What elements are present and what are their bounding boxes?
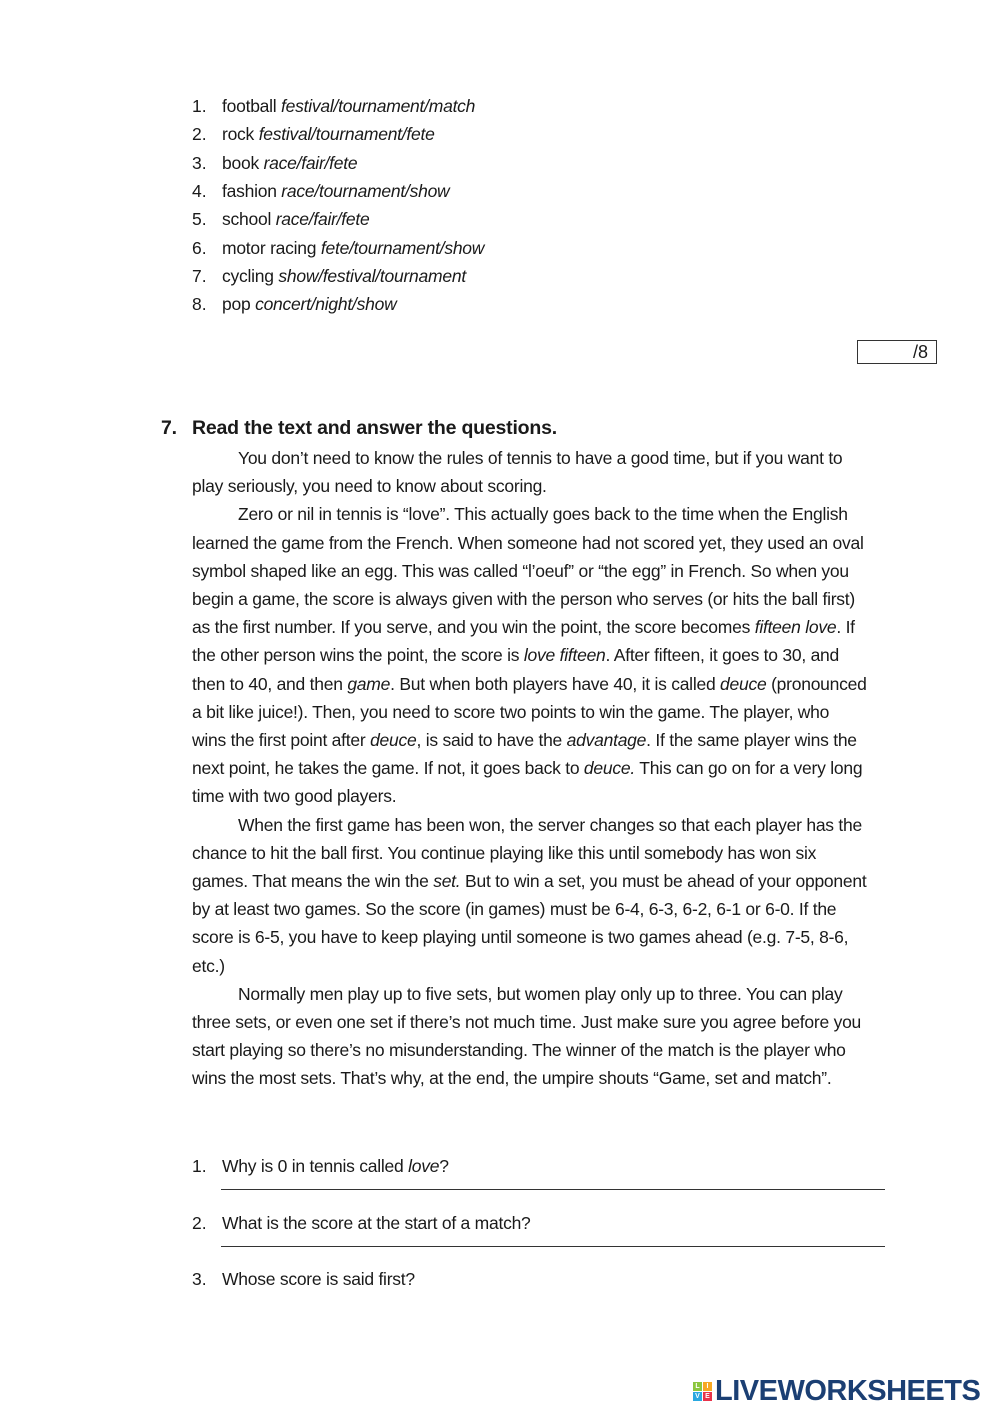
- text-line: [192, 645, 839, 666]
- text-segment: This can go on for a very long: [634, 758, 863, 779]
- text-segment: Why is 0 in tennis called: [222, 1156, 409, 1176]
- text-segment: love fifteen: [523, 645, 606, 666]
- text-segment: learned the game from the French. When someone had not scored yet, they used an oval: [192, 532, 864, 553]
- text-segment: You don’t need to know the rules of tennis to have a good time, but if you want to: [238, 448, 843, 468]
- text-segment: symbol shaped like an egg. This was called “l’oeuf” or “the egg” in French. So when you: [192, 560, 849, 581]
- text-line: [192, 1068, 831, 1089]
- text-line: [192, 899, 836, 920]
- text-segment: festival/tournament/match: [281, 96, 476, 116]
- list-item-number: 4.: [192, 180, 207, 201]
- question-number: 2.: [192, 1212, 207, 1233]
- logo-tile: E: [703, 1392, 712, 1401]
- text-segment: cycling: [222, 265, 279, 286]
- question-text: [222, 1156, 449, 1177]
- text-segment: show/festival/tournament: [278, 265, 466, 286]
- text-line: [192, 533, 864, 554]
- text-segment: race/tournament/show: [281, 180, 450, 201]
- text-segment: play seriously, you need to know about scoring.: [192, 476, 547, 497]
- logo-tile: L: [693, 1382, 702, 1391]
- text-line: [238, 448, 842, 469]
- text-line: [238, 815, 862, 836]
- text-segment: . If: [836, 617, 855, 638]
- text-segment: . If the same player wins the: [646, 730, 857, 750]
- text-line: [192, 1040, 846, 1061]
- text-segment: fete/tournament/show: [320, 237, 485, 258]
- text-segment: wins the most sets. That’s why, at the end, the umpire shouts “Game, set and match”.: [192, 1068, 832, 1089]
- text-segment: race/fair/fete: [275, 209, 370, 230]
- logo-tiles-icon: [693, 1382, 712, 1401]
- list-item-number: 7.: [192, 265, 207, 286]
- text-line: [238, 984, 843, 1005]
- text-segment: begin a game, the score is always given with the person who serves (or hits the ball first): [192, 589, 855, 609]
- list-item-number: 5.: [192, 209, 207, 230]
- text-segment: as the first number. If you serve, and you win the point, the score becomes: [192, 617, 755, 638]
- text-line: [192, 561, 849, 582]
- list-item-number: 3.: [192, 152, 207, 173]
- logo-tile: I: [703, 1382, 712, 1391]
- text-segment: concert/night/show: [255, 294, 397, 315]
- text-segment: (pronounced: [766, 673, 867, 694]
- text-line: [192, 927, 848, 948]
- text-segment: rock: [222, 124, 259, 145]
- text-segment: motor racing: [222, 237, 321, 258]
- text-segment: When the first game has been won, the server changes so that each player has the: [238, 814, 862, 835]
- text-line: [192, 589, 855, 610]
- text-segment: . But when both players have 40, it is called: [390, 673, 721, 694]
- list-item: [222, 266, 466, 287]
- text-segment: set.: [433, 871, 461, 891]
- text-segment: the other person wins the point, the score is: [192, 645, 524, 666]
- question-number: 3.: [192, 1269, 207, 1290]
- text-line: [192, 758, 862, 779]
- text-line: [192, 1012, 861, 1033]
- list-item: [222, 124, 435, 145]
- text-segment: But to win a set, you must be ahead of your opponent: [460, 871, 867, 891]
- text-segment: by at least two games. So the score (in games) must be 6-4, 6-3, 6-2, 6-1 or 6-0. If the: [192, 899, 837, 920]
- text-segment: , is said to have the: [416, 730, 567, 750]
- text-segment: games. That means the win the: [192, 871, 434, 891]
- section-title: Read the text and answer the questions.: [192, 417, 557, 439]
- text-segment: pop: [222, 294, 256, 315]
- question-number: 1.: [192, 1156, 207, 1176]
- text-segment: next point, he takes the game. If not, it goes back to: [192, 758, 584, 779]
- score-box: [857, 340, 937, 364]
- text-segment: Whose score is said first?: [222, 1269, 415, 1290]
- text-line: [192, 786, 396, 807]
- text-segment: Normally men play up to five sets, but women play only up to three. You can play: [238, 983, 843, 1004]
- question-text: [222, 1269, 415, 1290]
- text-segment: chance to hit the ball first. You continue playing like this until somebody has won six: [192, 842, 817, 863]
- logo-tile: V: [693, 1392, 702, 1401]
- answer-line-2[interactable]: [221, 1246, 885, 1247]
- text-segment: etc.): [192, 955, 225, 976]
- text-segment: game: [347, 673, 391, 694]
- text-line: [192, 617, 855, 638]
- list-item-number: 2.: [192, 124, 207, 145]
- text-segment: book: [222, 152, 264, 173]
- answer-line-1[interactable]: [221, 1189, 885, 1190]
- text-segment: festival/tournament/fete: [258, 124, 435, 145]
- text-segment: time with two good players.: [192, 786, 397, 807]
- section-heading: [161, 417, 557, 440]
- text-segment: . After fifteen, it goes to 30, and: [605, 645, 840, 666]
- list-item: [222, 238, 484, 259]
- text-segment: then to 40, and then: [192, 673, 348, 694]
- text-segment: a bit like juice!). Then, you need to score two points to win the game. The player, who: [192, 701, 830, 722]
- text-segment: deuce.: [583, 758, 635, 779]
- text-segment: advantage: [566, 730, 647, 750]
- list-item: [222, 96, 475, 117]
- text-segment: fifteen love: [754, 617, 837, 638]
- text-line: [192, 674, 867, 695]
- logo-text: LIVEWORKSHEETS: [715, 1375, 981, 1407]
- text-segment: love: [408, 1156, 440, 1176]
- text-segment: ?: [439, 1156, 449, 1176]
- text-segment: wins the first point after: [192, 730, 371, 750]
- list-item-number: 1.: [192, 96, 207, 116]
- list-item-number: 6.: [192, 237, 207, 258]
- text-line: [192, 476, 547, 497]
- text-segment: school: [222, 209, 276, 230]
- text-segment: score is 6-5, you have to keep playing until someone is two games ahead (e.g. 7-5, 8-6,: [192, 927, 849, 948]
- list-item: [222, 153, 357, 174]
- text-segment: start playing so there’s no misunderstanding. The winner of the match is the player who: [192, 1040, 846, 1061]
- section-number: 7.: [161, 417, 177, 439]
- list-item-number: 8.: [192, 294, 207, 315]
- question-text: [222, 1213, 531, 1234]
- text-segment: football: [222, 96, 282, 116]
- text-segment: fashion: [222, 180, 282, 201]
- text-line: [192, 730, 857, 751]
- text-segment: three sets, or even one set if there’s not much time. Just make sure you agree before you: [192, 1012, 862, 1032]
- liveworksheets-logo: [693, 1375, 980, 1408]
- list-item: [222, 209, 369, 230]
- text-line: [238, 504, 848, 525]
- score-total: /8: [912, 342, 928, 362]
- text-line: [192, 702, 829, 723]
- text-segment: deuce: [370, 730, 417, 750]
- text-segment: deuce: [720, 673, 767, 694]
- text-line: [192, 956, 225, 977]
- list-item: [222, 294, 396, 315]
- list-item: [222, 181, 449, 202]
- text-segment: What is the score at the start of a match?: [222, 1212, 531, 1233]
- text-line: [192, 871, 866, 892]
- text-segment: race/fair/fete: [263, 152, 358, 173]
- text-line: [192, 843, 816, 864]
- text-segment: Zero or nil in tennis is “love”. This actually goes back to the time when the English: [238, 504, 848, 525]
